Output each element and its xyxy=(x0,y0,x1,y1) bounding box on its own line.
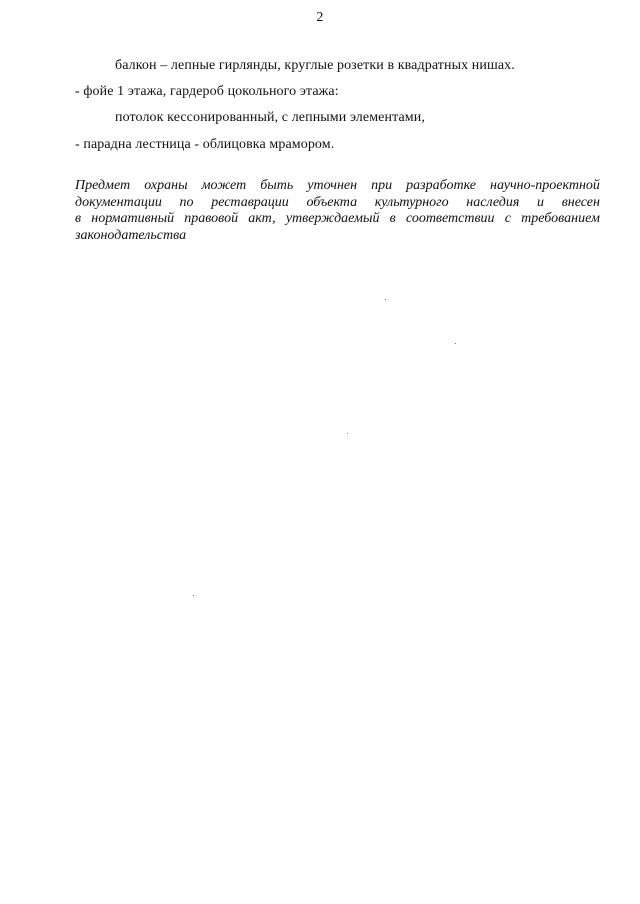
note-line-3 xyxy=(75,211,600,228)
note-word: требованием xyxy=(521,211,600,226)
note-word: Предмет xyxy=(75,178,131,193)
note-word: разработке xyxy=(406,178,476,193)
note-word: с xyxy=(504,211,511,226)
note-word: уточнен xyxy=(307,178,358,193)
note-word: внесен xyxy=(561,194,600,210)
note-word: в xyxy=(389,211,396,226)
note-word: в xyxy=(75,211,82,226)
note-word: культурного xyxy=(374,194,449,210)
note-word: нормативный xyxy=(91,211,175,226)
scan-speck xyxy=(347,433,348,434)
ceiling-text-line: потолок кессонированный, с лепными элементами, xyxy=(115,110,425,125)
protection-note xyxy=(75,178,600,244)
note-line-4: законодательства xyxy=(75,227,187,243)
note-word: при xyxy=(371,178,393,193)
scan-speck xyxy=(455,343,456,344)
note-word: документации xyxy=(75,194,162,210)
staircase-list-item: - парадна лестница - облицовка мрамором. xyxy=(75,137,335,152)
note-word: по xyxy=(179,194,194,210)
note-line-2 xyxy=(75,195,600,212)
page-number: 2 xyxy=(316,10,324,25)
note-word: акт, xyxy=(248,211,276,226)
note-word: правовой xyxy=(184,211,239,226)
scan-speck xyxy=(385,299,386,300)
note-word: быть xyxy=(260,178,294,193)
note-word: наследия xyxy=(466,194,520,210)
balcony-text-line: балкон – лепные гирлянды, круглые розетки в квадратных нишах. xyxy=(115,58,515,73)
note-word: утверждаемый xyxy=(285,211,380,226)
foyer-list-item: - фойе 1 этажа, гардероб цокольного этажа: xyxy=(75,84,339,99)
note-word: охраны xyxy=(144,178,188,193)
note-word: научно-проектной xyxy=(490,178,600,193)
note-word: и xyxy=(537,194,545,210)
note-word: объекта xyxy=(306,194,358,210)
note-word: соответствии xyxy=(405,211,495,226)
note-word: реставрации xyxy=(211,194,289,210)
note-line-1 xyxy=(75,178,600,195)
note-word: может xyxy=(201,178,247,193)
scan-speck xyxy=(193,595,194,596)
